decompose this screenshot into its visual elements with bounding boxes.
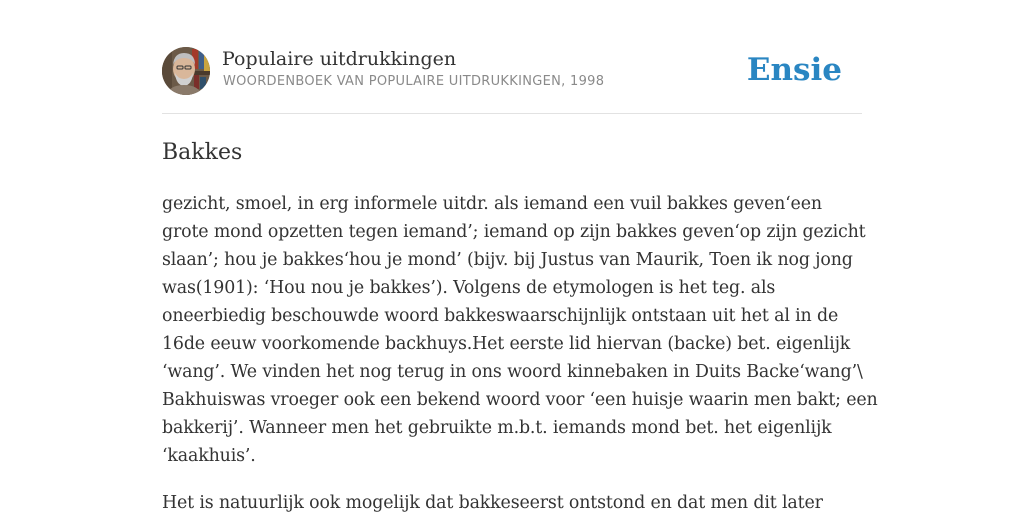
definition-line: bakkerij’. Wanneer men het gebruikte m.b.t. iemands mond bet. het eigenlijk <box>162 418 832 438</box>
definition-line: was(1901): ‘Hou nou je bakkes’). Volgens de etymologen is het teg. als <box>162 278 776 298</box>
author-avatar[interactable] <box>162 47 210 95</box>
entry-definition <box>162 190 878 470</box>
author-portrait-icon <box>162 47 210 95</box>
brand-logo[interactable]: Ensie <box>746 52 842 88</box>
definition-line: gezicht, smoel, in erg informele uitdr. als iemand een vuil bakkes geven‘een <box>162 194 822 214</box>
definition-line: oneerbiedig beschouwde woord bakkeswaarschijnlijk ontstaan uit het al in de <box>162 306 839 326</box>
source-subtitle: WOORDENBOEK VAN POPULAIRE UITDRUKKINGEN, 1998 <box>223 74 605 89</box>
definition-line: ‘kaakhuis’. <box>162 446 256 466</box>
entry-second-paragraph: Het is natuurlijk ook mogelijk dat bakkeseerst ontstond en dat men dit later <box>162 493 823 512</box>
definition-line: grote mond opzetten tegen iemand’; iemand op zijn bakkes geven‘op zijn gezicht <box>162 222 866 242</box>
definition-line: Bakhuiswas vroeger ook een bekend woord voor ‘een huisje waarin men bakt; een <box>162 390 878 410</box>
definition-line: 16de eeuw voorkomende backhuys.Het eerste lid hiervan (backe) bet. eigenlijk <box>162 334 851 354</box>
entry-headword: Bakkes <box>162 140 243 165</box>
definition-line: ‘wang’. We vinden het nog terug in ons woord kinnebaken in Duits Backe‘wang’\ <box>162 362 863 382</box>
header-divider <box>162 113 862 114</box>
source-header <box>162 47 862 95</box>
definition-line: slaan’; hou je bakkes‘hou je mond’ (bijv. bij Justus van Maurik, Toen ik nog jong <box>162 250 853 270</box>
source-title[interactable]: Populaire uitdrukkingen <box>222 48 457 70</box>
